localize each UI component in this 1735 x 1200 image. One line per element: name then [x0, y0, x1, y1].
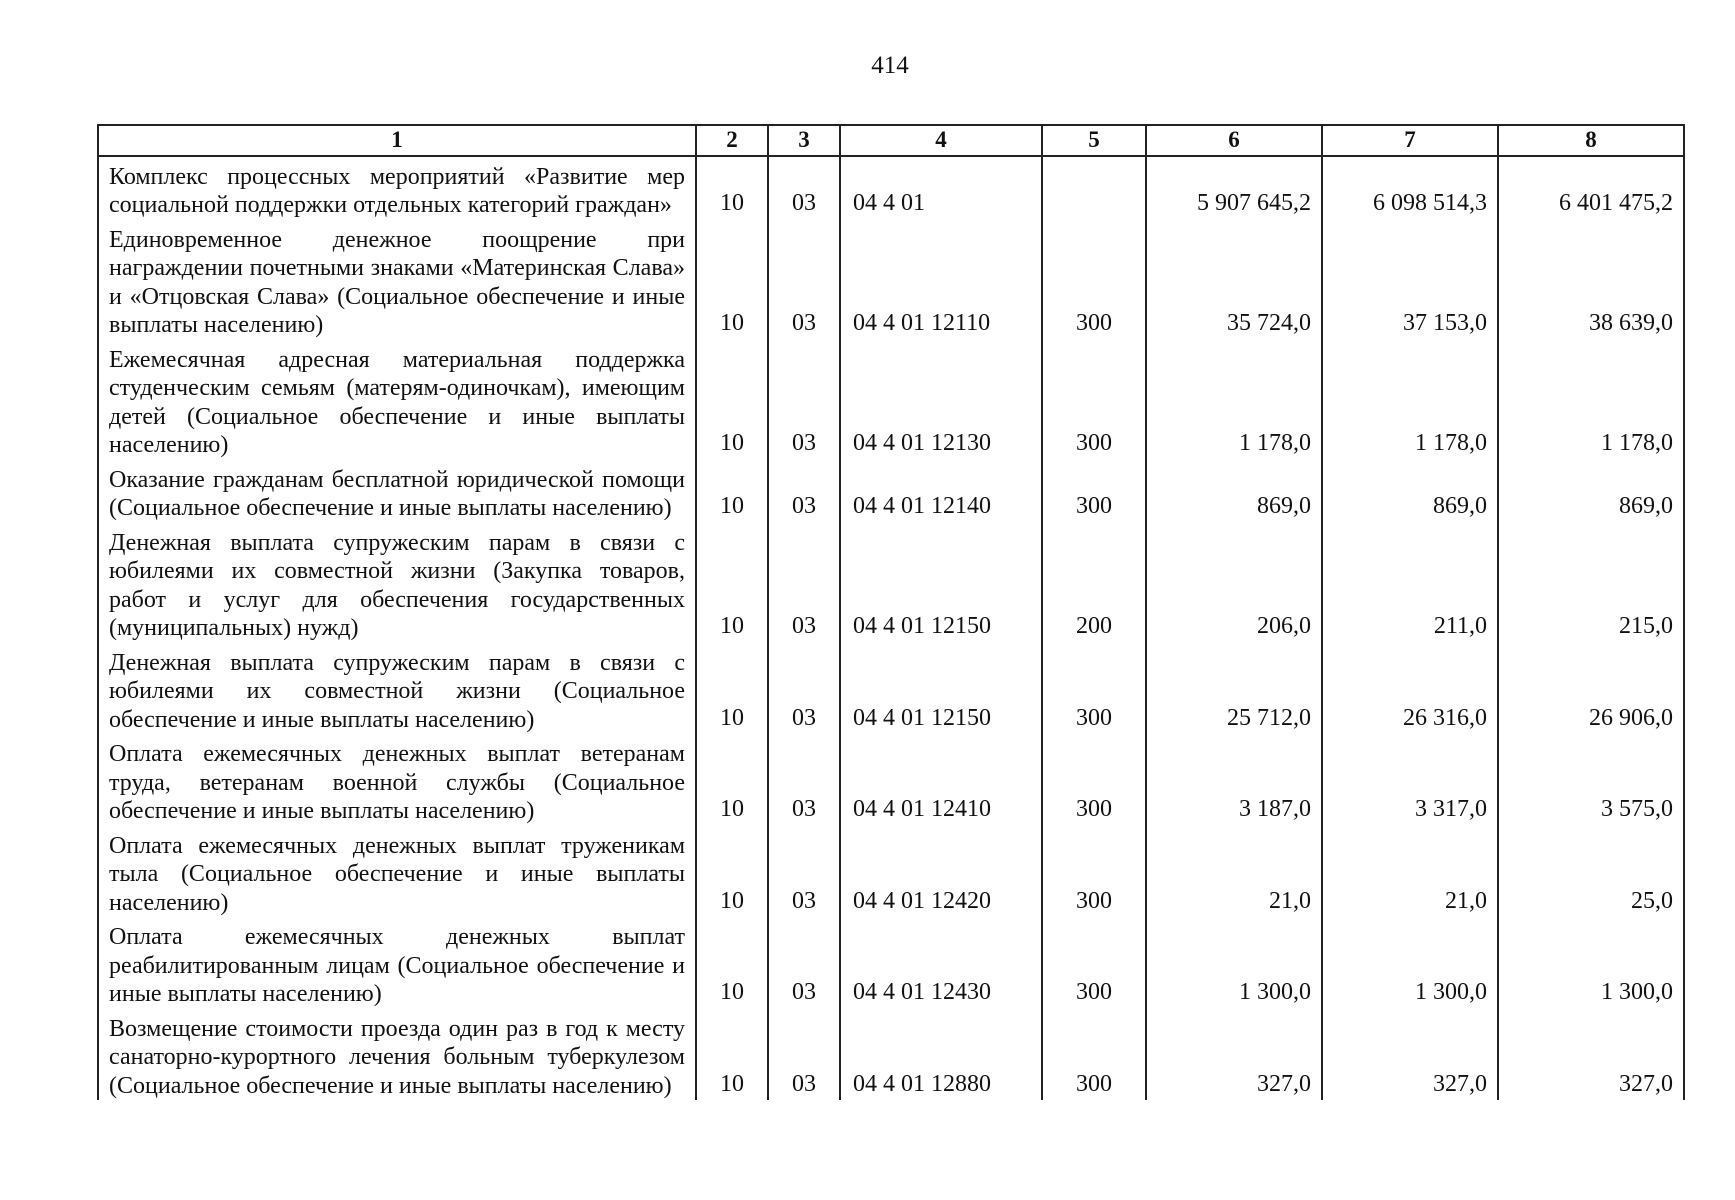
- row-amount-1: 869,0: [1146, 460, 1322, 523]
- row-amount-3: 3 575,0: [1498, 734, 1684, 826]
- row-expense-type: 300: [1042, 460, 1146, 523]
- row-amount-3: 38 639,0: [1498, 220, 1684, 340]
- row-section: 10: [696, 156, 768, 220]
- row-name: Денежная выплата супружеским парам в связи с юбилеями их совместной жизни (Закупка товаров, работ и услуг для обеспечения государственных (муниципальных) нужд): [98, 523, 696, 643]
- row-target-code: 04 4 01 12140: [840, 460, 1042, 523]
- row-amount-3: 6 401 475,2: [1498, 156, 1684, 220]
- row-section: 10: [696, 826, 768, 918]
- row-amount-2: 26 316,0: [1322, 643, 1498, 735]
- row-target-code: 04 4 01 12880: [840, 1009, 1042, 1101]
- row-name: Возмещение стоимости проезда один раз в год к месту санаторно-курортного лечения больным туберкулезом (Социальное обеспечение и иные выплаты населению): [98, 1009, 696, 1101]
- row-amount-2: 6 098 514,3: [1322, 156, 1498, 220]
- col-header-8: 8: [1498, 125, 1684, 156]
- row-amount-2: 1 178,0: [1322, 340, 1498, 460]
- row-expense-type: 300: [1042, 826, 1146, 918]
- row-amount-2: 3 317,0: [1322, 734, 1498, 826]
- row-amount-1: 35 724,0: [1146, 220, 1322, 340]
- row-section: 10: [696, 523, 768, 643]
- row-amount-3: 1 300,0: [1498, 917, 1684, 1009]
- row-target-code: 04 4 01 12410: [840, 734, 1042, 826]
- row-amount-3: 26 906,0: [1498, 643, 1684, 735]
- row-subsection: 03: [768, 826, 840, 918]
- col-header-4: 4: [840, 125, 1042, 156]
- row-amount-2: 869,0: [1322, 460, 1498, 523]
- row-target-code: 04 4 01 12420: [840, 826, 1042, 918]
- col-header-2: 2: [696, 125, 768, 156]
- row-section: 10: [696, 917, 768, 1009]
- row-amount-2: 37 153,0: [1322, 220, 1498, 340]
- row-amount-2: 211,0: [1322, 523, 1498, 643]
- col-header-3: 3: [768, 125, 840, 156]
- row-subsection: 03: [768, 523, 840, 643]
- row-expense-type: [1042, 156, 1146, 220]
- table-row: [98, 460, 1684, 523]
- page-number: 414: [871, 52, 909, 79]
- row-subsection: 03: [768, 220, 840, 340]
- table-row: [98, 1009, 1684, 1101]
- row-amount-1: 25 712,0: [1146, 643, 1322, 735]
- row-amount-1: 5 907 645,2: [1146, 156, 1322, 220]
- row-amount-2: 327,0: [1322, 1009, 1498, 1101]
- row-subsection: 03: [768, 340, 840, 460]
- row-amount-1: 3 187,0: [1146, 734, 1322, 826]
- table-row: [98, 734, 1684, 826]
- table-row: [98, 220, 1684, 340]
- row-subsection: 03: [768, 460, 840, 523]
- row-name: Оказание гражданам бесплатной юридической помощи (Социальное обеспечение и иные выплаты населению): [98, 460, 696, 523]
- row-target-code: 04 4 01 12130: [840, 340, 1042, 460]
- row-amount-2: 1 300,0: [1322, 917, 1498, 1009]
- row-amount-3: 327,0: [1498, 1009, 1684, 1101]
- row-subsection: 03: [768, 1009, 840, 1101]
- row-name: Комплекс процессных мероприятий «Развитие мер социальной поддержки отдельных категорий граждан»: [98, 156, 696, 220]
- col-header-1: 1: [98, 125, 696, 156]
- row-amount-1: 1 300,0: [1146, 917, 1322, 1009]
- row-name: Оплата ежемесячных денежных выплат реабилитированным лицам (Социальное обеспечение и иные выплаты населению): [98, 917, 696, 1009]
- row-amount-3: 25,0: [1498, 826, 1684, 918]
- col-header-6: 6: [1146, 125, 1322, 156]
- row-name: Оплата ежемесячных денежных выплат труженикам тыла (Социальное обеспечение и иные выплаты населению): [98, 826, 696, 918]
- row-expense-type: 300: [1042, 917, 1146, 1009]
- row-target-code: 04 4 01 12150: [840, 643, 1042, 735]
- table-row: [98, 917, 1684, 1009]
- table-row: [98, 826, 1684, 918]
- row-target-code: 04 4 01 12110: [840, 220, 1042, 340]
- table-row: [98, 643, 1684, 735]
- row-amount-3: 1 178,0: [1498, 340, 1684, 460]
- row-amount-1: 21,0: [1146, 826, 1322, 918]
- row-name: Оплата ежемесячных денежных выплат ветеранам труда, ветеранам военной службы (Социальное обеспечение и иные выплаты населению): [98, 734, 696, 826]
- row-expense-type: 300: [1042, 340, 1146, 460]
- col-header-5: 5: [1042, 125, 1146, 156]
- row-section: 10: [696, 734, 768, 826]
- row-name: Денежная выплата супружеским парам в связи с юбилеями их совместной жизни (Социальное обеспечение и иные выплаты населению): [98, 643, 696, 735]
- row-amount-3: 215,0: [1498, 523, 1684, 643]
- row-subsection: 03: [768, 734, 840, 826]
- table-row: [98, 523, 1684, 643]
- row-expense-type: 300: [1042, 220, 1146, 340]
- row-amount-1: 327,0: [1146, 1009, 1322, 1101]
- row-section: 10: [696, 340, 768, 460]
- row-subsection: 03: [768, 917, 840, 1009]
- table-row: [98, 340, 1684, 460]
- row-name: Ежемесячная адресная материальная поддержка студенческим семьям (матерям-одиночкам), имеющим детей (Социальное обеспечение и иные выплаты населению): [98, 340, 696, 460]
- row-expense-type: 300: [1042, 1009, 1146, 1101]
- row-section: 10: [696, 643, 768, 735]
- row-expense-type: 300: [1042, 734, 1146, 826]
- row-target-code: 04 4 01 12430: [840, 917, 1042, 1009]
- row-section: 10: [696, 220, 768, 340]
- row-subsection: 03: [768, 156, 840, 220]
- header-row: [98, 125, 1684, 156]
- table-row: [98, 156, 1684, 220]
- row-section: 10: [696, 460, 768, 523]
- row-target-code: 04 4 01 12150: [840, 523, 1042, 643]
- row-amount-1: 1 178,0: [1146, 340, 1322, 460]
- col-header-7: 7: [1322, 125, 1498, 156]
- row-expense-type: 300: [1042, 643, 1146, 735]
- row-name: Единовременное денежное поощрение при награждении почетными знаками «Материнская Слава» и «Отцовская Слава» (Социальное обеспечение и иные выплаты населению): [98, 220, 696, 340]
- row-target-code: 04 4 01: [840, 156, 1042, 220]
- row-expense-type: 200: [1042, 523, 1146, 643]
- budget-table: [97, 124, 1685, 1100]
- row-amount-3: 869,0: [1498, 460, 1684, 523]
- row-subsection: 03: [768, 643, 840, 735]
- row-amount-1: 206,0: [1146, 523, 1322, 643]
- row-amount-2: 21,0: [1322, 826, 1498, 918]
- row-section: 10: [696, 1009, 768, 1101]
